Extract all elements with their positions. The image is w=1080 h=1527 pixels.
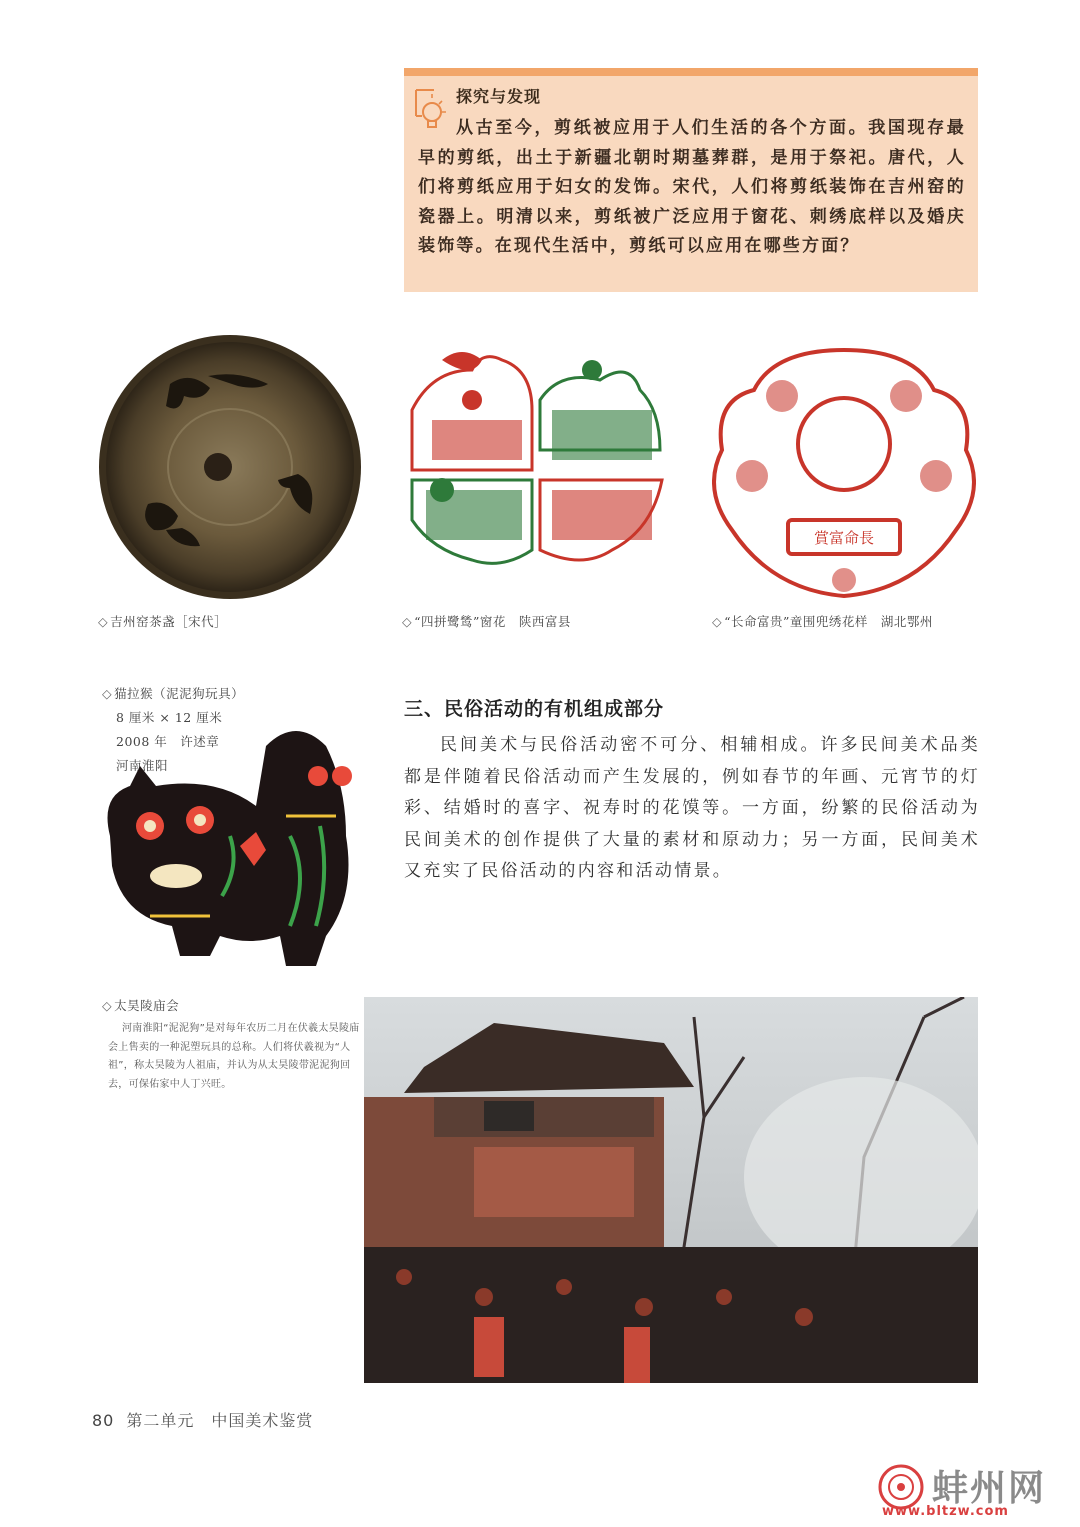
egret-papercut-caption: ◇ “四拼鹭鸶”窗花 陕西富县 [402,614,571,629]
clay-toy-year-author: 2008 年 许述章 [116,734,220,749]
diamond-bullet-icon: ◇ [98,614,109,629]
page-footer [92,1408,313,1431]
site-watermark [878,1460,1074,1520]
clay-dog-toy-image [90,716,366,976]
egret-papercut-image [402,340,670,598]
bib-pattern-caption: ◇ “长命富贵”童围兜绣花样 湖北鄂州 [712,614,933,629]
section-heading: 三、民俗活动的有机组成部分 [404,698,665,720]
watermark-url[interactable]: www.bltzw.com [882,1504,1009,1519]
bib-center-text: 賞富命長 [813,529,875,547]
clay-toy-size: 8 厘米 × 12 厘米 [116,710,223,725]
page-number: 80 [92,1411,115,1430]
tea-bowl-caption: ◇ 吉州窑茶盏［宋代］ [98,614,228,629]
bib-embroidery-pattern-image [712,336,976,600]
temple-fair-caption-body: 河南淮阳“泥泥狗”是对每年农历二月在伏羲太昊陵庙会上售卖的一种泥塑玩具的总称。人们将伏羲视为“人祖”，称太昊陵为人祖庙，并认为从太昊陵带泥泥狗回去，可保佑家中人丁兴旺。 [108,1023,360,1090]
clay-toy-place: 河南淮阳 [116,758,169,773]
diamond-bullet-icon: ◇ [102,998,113,1013]
diamond-bullet-icon: ◇ [402,614,413,629]
diamond-bullet-icon: ◇ [102,686,113,701]
watermark-text: 蚌州网 [932,1468,1047,1509]
explore-body-text: 从古至今，剪纸被应用于人们生活的各个方面。我国现存最早的剪纸，出土于新疆北朝时期墓葬群，是用于祭祀。唐代，人们将剪纸应用于妇女的发饰。宋代，人们将剪纸装饰在吉州窑的瓷器上。明清以来，剪纸被广泛应用于窗花、刺绣底样以及婚庆装饰等。在现代生活中，剪纸可以应用在哪些方面？ [418,118,966,256]
explore-title: 探究与发现 [456,87,542,106]
unit-title: 第二单元 中国美术鉴赏 [126,1411,314,1430]
diamond-bullet-icon: ◇ [712,614,723,629]
section-body-text: 民间美术与民俗活动密不可分、相辅相成。许多民间美术品类都是伴随着民俗活动而产生发展的，例如春节的年画、元宵节的灯彩、结婚时的喜字、祝寿时的花馍等。一方面，纷繁的民俗活动为民间美术的创作提供了大量的素材和原动力；另一方面，民间美术又充实了民俗活动的内容和活动情景。 [404,735,980,881]
temple-fair-photo [364,997,978,1383]
temple-fair-caption-title: ◇ 太昊陵庙会 [102,998,180,1013]
clay-toy-title: 猫拉猴（泥泥狗玩具） [114,686,245,701]
explore-discover-box [404,68,978,292]
tea-bowl-image [98,334,362,600]
